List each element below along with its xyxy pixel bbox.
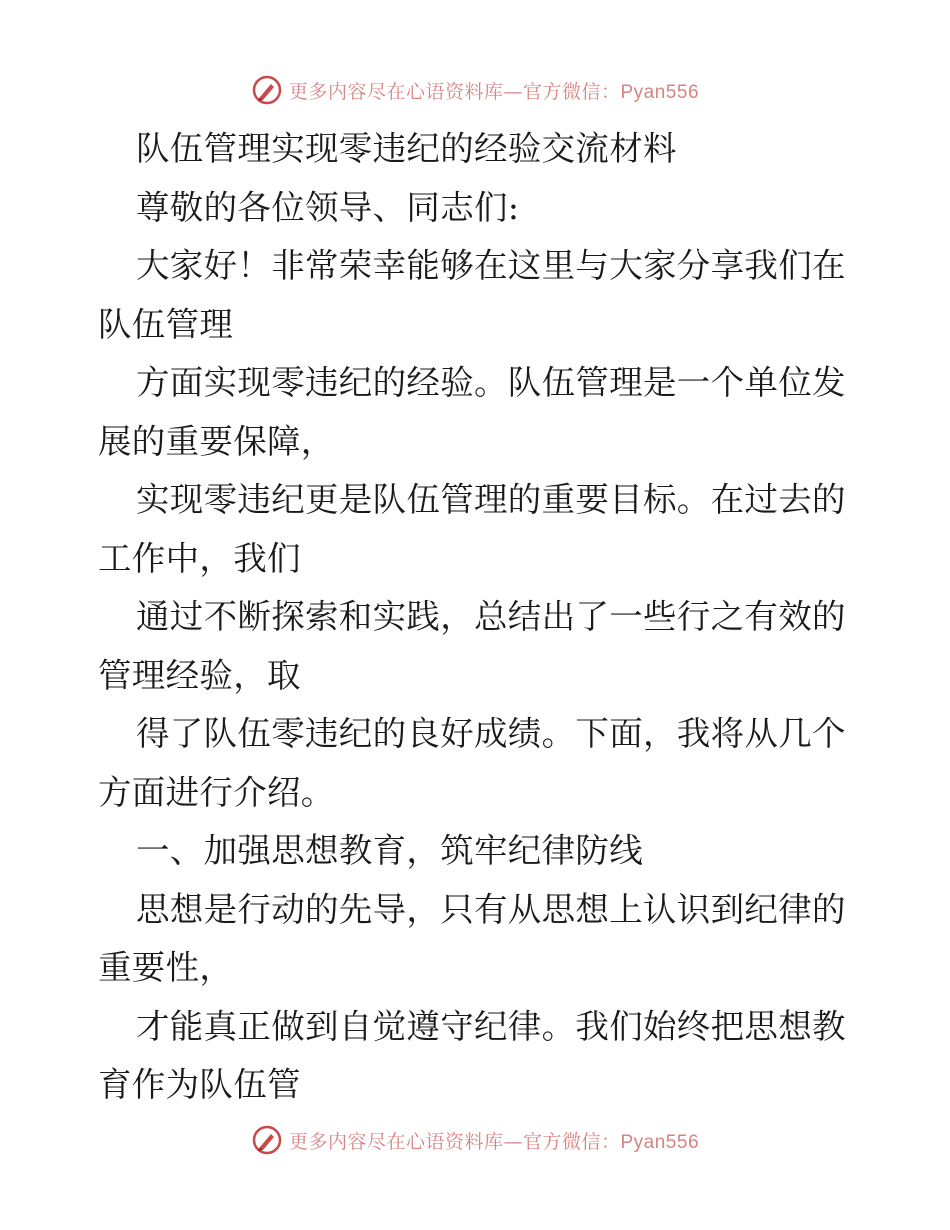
paragraph-line: 方面实现零违纪的经验。队伍管理是一个单位发 (136, 363, 846, 402)
watermark-title: 更多内容尽在心语资料库 (288, 80, 504, 103)
watermark-text (289, 77, 699, 104)
salutation: 尊敬的各位领导、同志们: (136, 187, 520, 227)
pen-logo-icon (251, 1124, 283, 1156)
pen-logo-icon (251, 74, 283, 106)
document-title: 队伍管理实现零违纪的经验交流材料 (136, 129, 677, 168)
paragraph-line: 方面进行介绍。 (98, 772, 335, 812)
paragraph-line: 得了队伍零违纪的良好成绩。下面，我将从几个 (136, 714, 846, 753)
paragraph-line: 展的重要保障， (98, 421, 335, 461)
watermark-account: Pyan556 (620, 1131, 700, 1153)
paragraph-line: 才能真正做到自觉遵守纪律。我们始终把思想教 (136, 1006, 846, 1046)
paragraph-line: 思想是行动的先导，只有从思想上认识到纪律的 (136, 889, 846, 929)
paragraph-line: 实现零违纪更是队伍管理的重要目标。在过去的 (136, 480, 846, 519)
watermark-text (289, 1127, 699, 1154)
paragraph-line: 管理经验，取 (98, 655, 301, 695)
paragraph-line: 队伍管理 (98, 304, 234, 344)
paragraph-line: 工作中，我们 (98, 538, 301, 578)
watermark-title: 更多内容尽在心语资料库 (288, 1130, 504, 1153)
paragraph-line: 重要性， (98, 948, 234, 987)
watermark-account: Pyan556 (620, 81, 700, 103)
watermark-separator: —官方微信： (503, 80, 621, 103)
watermark-footer (0, 1120, 950, 1160)
watermark-header (0, 70, 950, 110)
document-body (98, 120, 858, 1115)
paragraph-line: 大家好！非常荣幸能够在这里与大家分享我们在 (136, 246, 846, 285)
watermark-separator: —官方微信： (503, 1130, 621, 1153)
section-heading: 一、加强思想教育，筑牢纪律防线 (136, 831, 643, 870)
paragraph-line: 育作为队伍管 (98, 1065, 301, 1104)
paragraph-line: 通过不断探索和实践，总结出了一些行之有效的 (136, 597, 846, 636)
